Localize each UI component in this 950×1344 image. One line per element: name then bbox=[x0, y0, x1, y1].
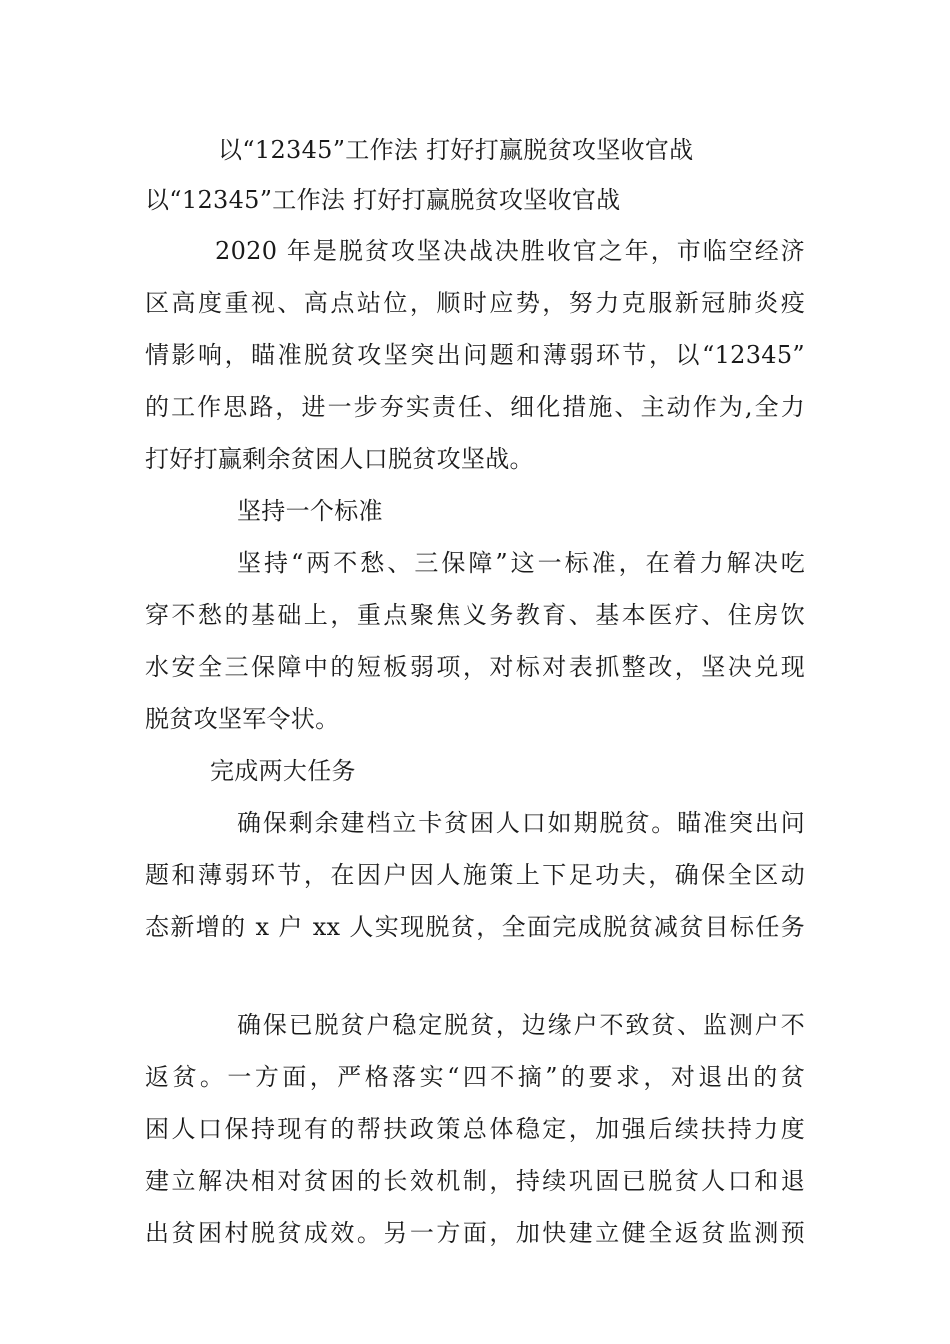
section1-line-2: 穿不愁的基础上，重点聚焦义务教育、基本医疗、住房饮 bbox=[145, 601, 805, 629]
intro-line-5: 打好打赢剩余贫困人口脱贫攻坚战。 bbox=[145, 445, 534, 473]
intro-line-1: 2020 年是脱贫攻坚决战决胜收官之年，市临空经济 bbox=[215, 237, 805, 265]
section2-p1-line-1: 确保剩余建档立卡贫困人口如期脱贫。瞄准突出问 bbox=[237, 809, 805, 837]
intro-line-3: 情影响，瞄准脱贫攻坚突出问题和薄弱环节，以“12345” bbox=[145, 341, 805, 369]
section1-line-1: 坚持“两不愁、三保障”这一标准，在着力解决吃 bbox=[237, 549, 805, 577]
document-subtitle: 以“12345”工作法 打好打赢脱贫攻坚收官战 bbox=[145, 186, 621, 214]
intro-line-2: 区高度重视、高点站位，顺时应势，努力克服新冠肺炎疫 bbox=[145, 289, 805, 317]
section1-heading: 坚持一个标准 bbox=[237, 497, 383, 525]
section2-p2-line-2: 返贫。一方面，严格落实“四不摘”的要求，对退出的贫 bbox=[145, 1063, 805, 1091]
section2-p2-line-4: 建立解决相对贫困的长效机制，持续巩固已脱贫人口和退 bbox=[145, 1167, 805, 1195]
section2-heading: 完成两大任务 bbox=[210, 757, 356, 785]
intro-line-4: 的工作思路，进一步夯实责任、细化措施、主动作为,全力 bbox=[145, 393, 805, 421]
section2-p1-line-2: 题和薄弱环节，在因户因人施策上下足功夫，确保全区动 bbox=[145, 861, 805, 889]
section1-line-3: 水安全三保障中的短板弱项，对标对表抓整改，坚决兑现 bbox=[145, 653, 805, 681]
section1-line-4: 脱贫攻坚军令状。 bbox=[145, 705, 340, 733]
section2-p2-line-3: 困人口保持现有的帮扶政策总体稳定，加强后续扶持力度 bbox=[145, 1115, 805, 1143]
section2-p2-line-1: 确保已脱贫户稳定脱贫，边缘户不致贫、监测户不 bbox=[237, 1011, 805, 1039]
section2-p2-line-5: 出贫困村脱贫成效。另一方面，加快建立健全返贫监测预 bbox=[145, 1219, 805, 1247]
section2-p1-line-3: 态新增的 x 户 xx 人实现脱贫，全面完成脱贫减贫目标任务 bbox=[145, 913, 805, 941]
document-title: 以“12345”工作法 打好打赢脱贫攻坚收官战 bbox=[218, 136, 694, 164]
